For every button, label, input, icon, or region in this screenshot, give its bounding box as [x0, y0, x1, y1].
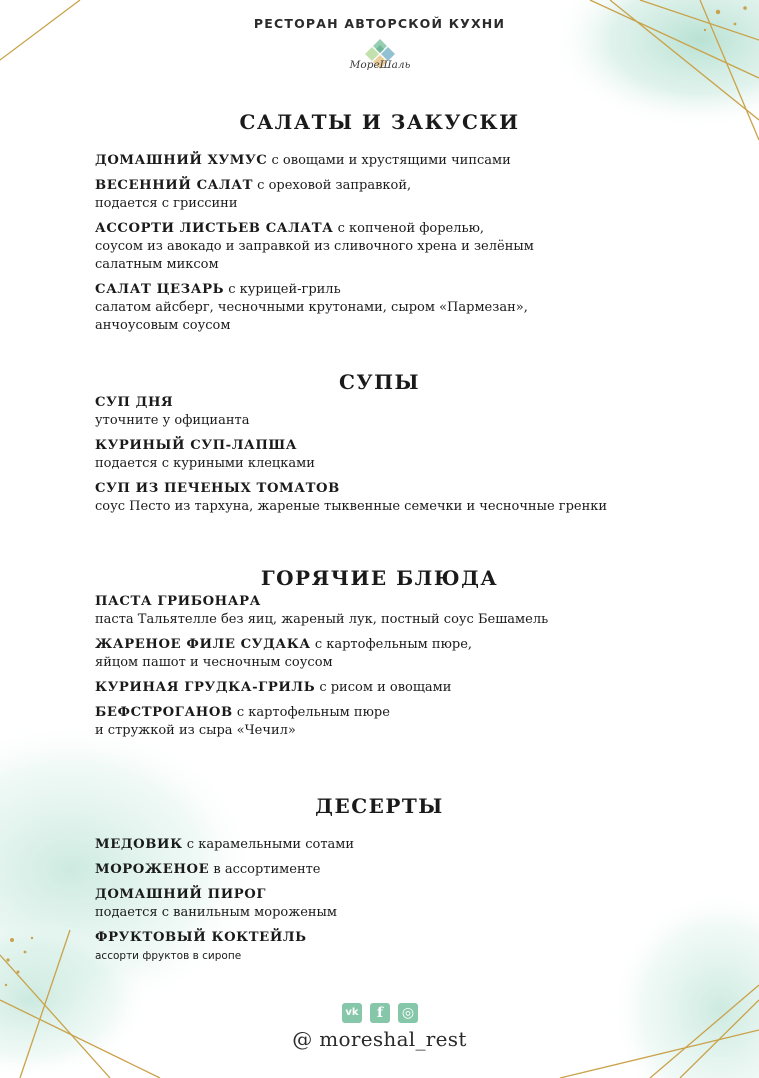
- instagram-handle[interactable]: @ moreshal_rest: [292, 1027, 467, 1051]
- menu-item: САЛАТ ЦЕЗАРЬ с курицей-гриль салатом айсберг, чесночными крутонами, сыром «Пармезан», анчоусовым соусом: [95, 282, 528, 333]
- menu-item: ФРУКТОВЫЙ КОКТЕЙЛЬ ассорти фруктов в сиропе: [95, 930, 307, 962]
- menu-item: БЕФСТРОГАНОВ с картофельным пюре и стружкой из сыра «Чечил»: [95, 705, 390, 738]
- menu-item: СУП ДНЯ уточните у официанта: [95, 395, 250, 428]
- instagram-icon[interactable]: ◎: [398, 1003, 418, 1023]
- menu-item: ВЕСЕННИЙ САЛАТ с ореховой заправкой, подается с гриссини: [95, 178, 412, 211]
- menu-item: ЖАРЕНОЕ ФИЛЕ СУДАКА с картофельным пюре, яйцом пашот и чесночным соусом: [95, 637, 473, 670]
- section-title-desserts: ДЕСЕРТЫ: [315, 794, 444, 818]
- menu-item: СУП ИЗ ПЕЧЕНЫХ ТОМАТОВ соус Песто из тархуна, жареные тыквенные семечки и чесночные гренки: [95, 481, 608, 514]
- section-title-salads: САЛАТЫ И ЗАКУСКИ: [239, 110, 520, 134]
- section-hot-dishes-list: [95, 593, 715, 747]
- section-title-soups: СУПЫ: [338, 370, 421, 394]
- vk-icon[interactable]: vk: [342, 1003, 362, 1023]
- menu-item: КУРИНАЯ ГРУДКА-ГРИЛЬ с рисом и овощами: [95, 680, 452, 695]
- menu-item: ПАСТА ГРИБОНАРА паста Тальятелле без яиц, жареный лук, постный соус Бешамель: [95, 594, 549, 627]
- section-soups-list: [95, 394, 715, 523]
- section-desserts-list: [95, 836, 715, 972]
- section-salads-list: [95, 152, 715, 342]
- logo: [330, 38, 430, 84]
- menu-item: МОРОЖЕНОЕ в ассортименте: [95, 862, 321, 877]
- section-title-hot-dishes: ГОРЯЧИЕ БЛЮДА: [260, 566, 499, 590]
- logo-wordmark: МореШаль: [349, 59, 411, 71]
- menu-item: ДОМАШНИЙ ХУМУС с овощами и хрустящими чипсами: [95, 153, 511, 168]
- menu-item: МЕДОВИК с карамельными сотами: [95, 837, 355, 852]
- menu-item: ДОМАШНИЙ ПИРОГ подается с ванильным мороженым: [95, 887, 338, 920]
- social-links: [342, 1003, 418, 1023]
- facebook-icon[interactable]: f: [370, 1003, 390, 1023]
- restaurant-label: РЕСТОРАН АВТОРСКОЙ КУХНИ: [253, 16, 506, 31]
- menu-item: АССОРТИ ЛИСТЬЕВ САЛАТА с копченой форелью, соусом из авокадо и заправкой из сливочного хрена и зелёным салатным миксом: [95, 221, 534, 272]
- menu-item: КУРИНЫЙ СУП-ЛАПША подается с куриными клецками: [95, 438, 315, 471]
